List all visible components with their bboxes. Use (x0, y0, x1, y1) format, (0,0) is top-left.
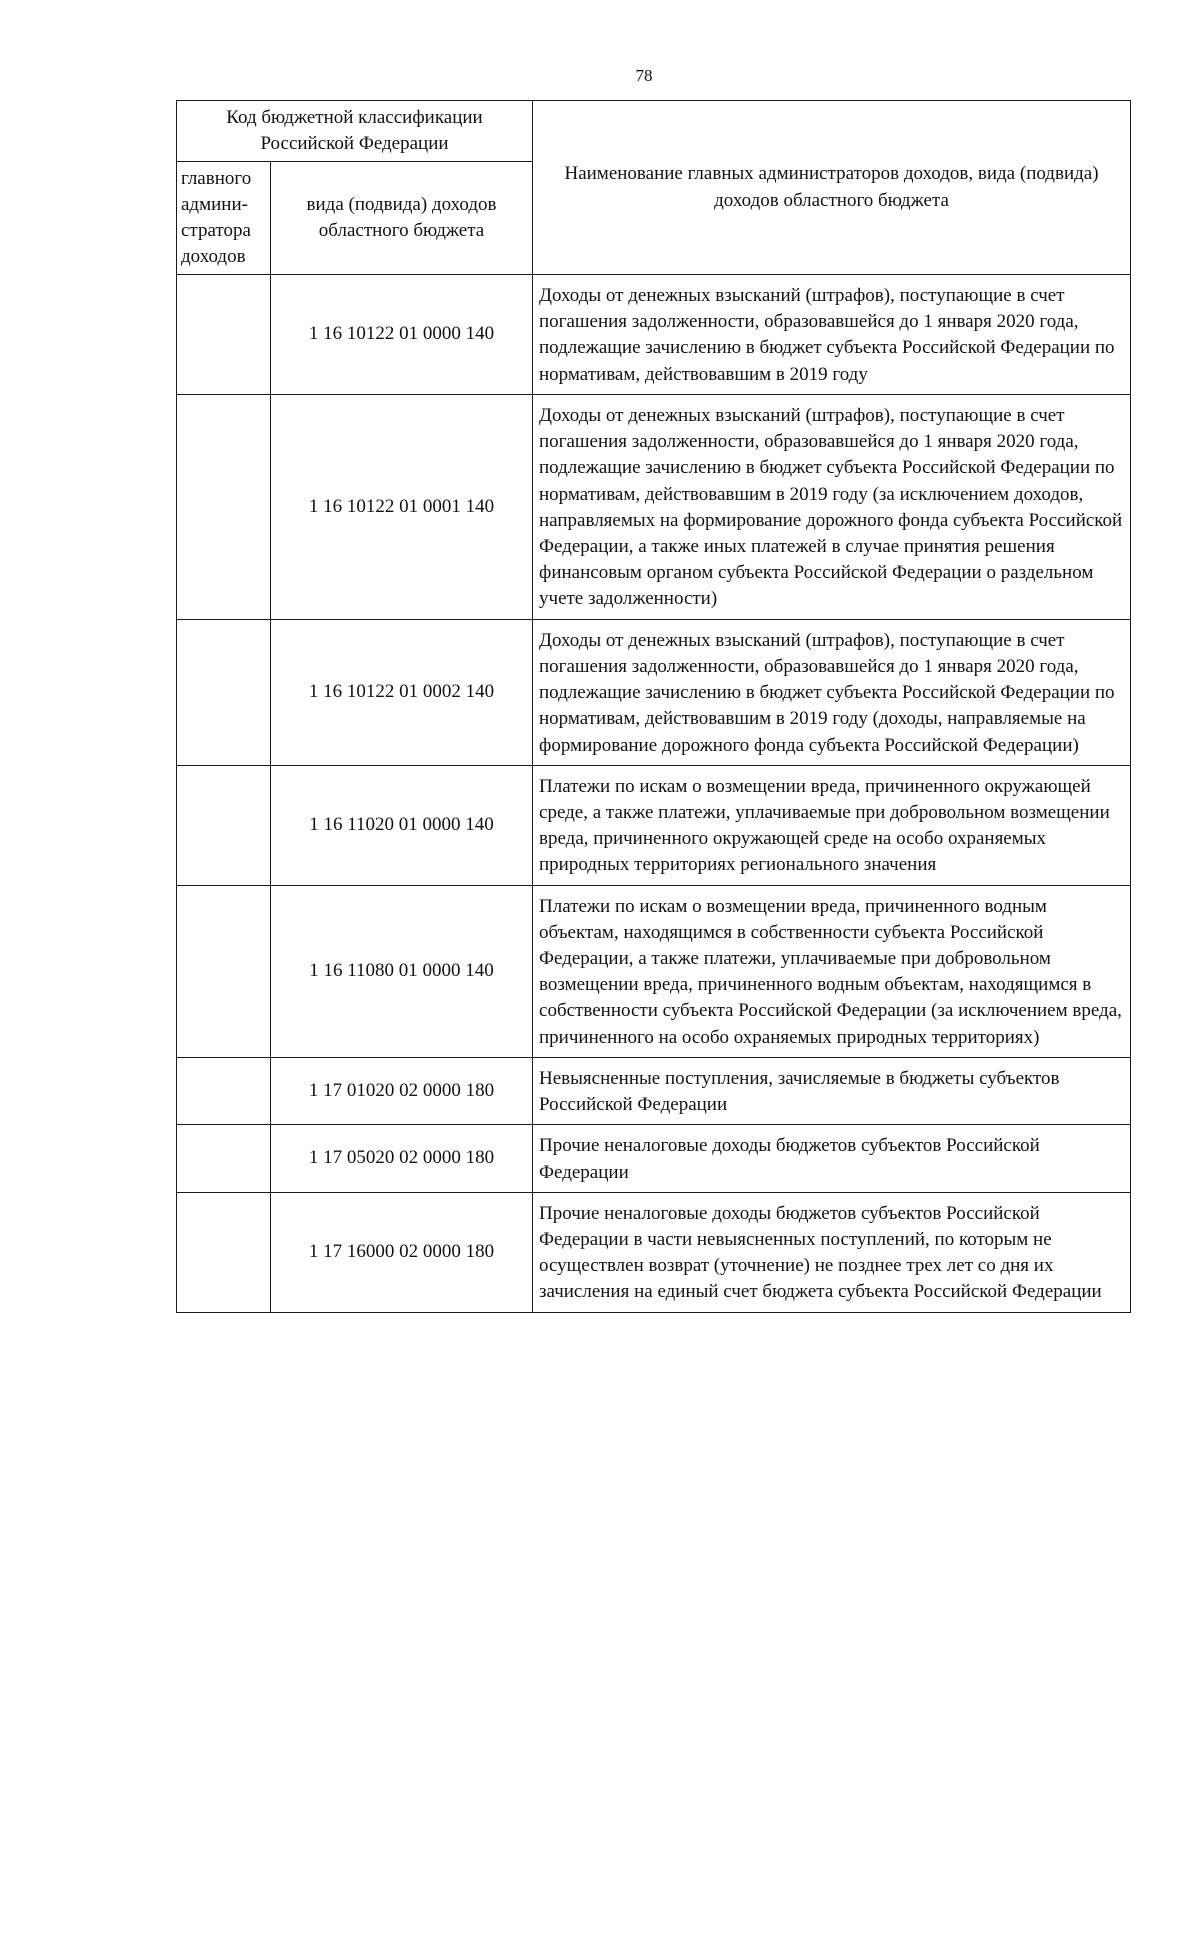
income-code-cell: 1 16 10122 01 0002 140 (271, 619, 533, 765)
income-name-cell: Доходы от денежных взысканий (штрафов), поступающие в счет погашения задолженности, образовавшейся до 1 января 2020 года, подлежащие зачислению в бюджет субъекта Российской Федерации по нормативам, действовавшим в 2019 году (доходы, направляемые на формирование дорожного фонда субъекта Российской Федерации) (533, 619, 1131, 765)
header-code-group: Код бюджетной классификации Российской Федерации (177, 101, 533, 162)
income-code-cell: 1 16 11020 01 0000 140 (271, 765, 533, 885)
admin-code-cell (177, 1192, 271, 1312)
header-name: Наименование главных администраторов доходов, вида (подвида) доходов областного бюджета (533, 101, 1131, 275)
table-row (177, 1192, 1131, 1312)
income-code-cell: 1 17 05020 02 0000 180 (271, 1125, 533, 1192)
table-row (177, 394, 1131, 619)
admin-code-cell (177, 885, 271, 1057)
admin-code-cell (177, 394, 271, 619)
header-row-group (177, 101, 1131, 162)
income-name-cell: Прочие неналоговые доходы бюджетов субъектов Российской Федерации в части невыясненных поступлений, по которым не осуществлен возврат (уточнение) не позднее трех лет со дня их зачисления на единый счет бюджета субъекта Российской Федерации (533, 1192, 1131, 1312)
table-body (177, 275, 1131, 1313)
income-code-cell: 1 16 10122 01 0000 140 (271, 275, 533, 395)
table-row (177, 619, 1131, 765)
table-row (177, 1125, 1131, 1192)
table-header (177, 101, 1131, 275)
admin-code-cell (177, 275, 271, 395)
income-code-cell: 1 17 01020 02 0000 180 (271, 1057, 533, 1124)
income-code-cell: 1 16 11080 01 0000 140 (271, 885, 533, 1057)
admin-code-cell (177, 619, 271, 765)
admin-code-cell (177, 1125, 271, 1192)
income-code-cell: 1 17 16000 02 0000 180 (271, 1192, 533, 1312)
header-income-type: вида (подвида) доходов областного бюджета (271, 162, 533, 275)
income-name-cell: Невыясненные поступления, зачисляемые в бюджеты субъектов Российской Федерации (533, 1057, 1131, 1124)
page-number: 78 (635, 66, 653, 85)
income-code-cell: 1 16 10122 01 0001 140 (271, 394, 533, 619)
admin-code-cell (177, 765, 271, 885)
table-row (177, 275, 1131, 395)
income-name-cell: Платежи по искам о возмещении вреда, причиненного водным объектам, находящимся в собственности субъекта Российской Федерации, а также платежи, уплачиваемые при добровольном возмещении вреда, причиненного водным объектам, находящимся в собственности субъекта Российской Федерации (за исключением вреда, причиненного на особо охраняемых природных территориях) (533, 885, 1131, 1057)
income-name-cell: Прочие неналоговые доходы бюджетов субъектов Российской Федерации (533, 1125, 1131, 1192)
admin-code-cell (177, 1057, 271, 1124)
income-name-cell: Доходы от денежных взысканий (штрафов), поступающие в счет погашения задолженности, образовавшейся до 1 января 2020 года, подлежащие зачислению в бюджет субъекта Российской Федерации по нормативам, действовавшим в 2019 году (533, 275, 1131, 395)
table-row (177, 1057, 1131, 1124)
table-row (177, 765, 1131, 885)
income-name-cell: Доходы от денежных взысканий (штрафов), поступающие в счет погашения задолженности, образовавшейся до 1 января 2020 года, подлежащие зачислению в бюджет субъекта Российской Федерации по нормативам, действовавшим в 2019 году (за исключением доходов, направляемых на формирование дорожного фонда субъекта Российской Федерации, а также иных платежей в случае принятия решения финансовым органом субъекта Российской Федерации о раздельном учете задолженности) (533, 394, 1131, 619)
table-row (177, 885, 1131, 1057)
budget-classification-table (176, 100, 1131, 1313)
income-name-cell: Платежи по искам о возмещении вреда, причиненного окружающей среде, а также платежи, уплачиваемые при добровольном возмещении вреда, причиненного окружающей среде на особо охраняемых природных территориях регионального значения (533, 765, 1131, 885)
header-admin: главного админи-стратора доходов (177, 162, 271, 275)
